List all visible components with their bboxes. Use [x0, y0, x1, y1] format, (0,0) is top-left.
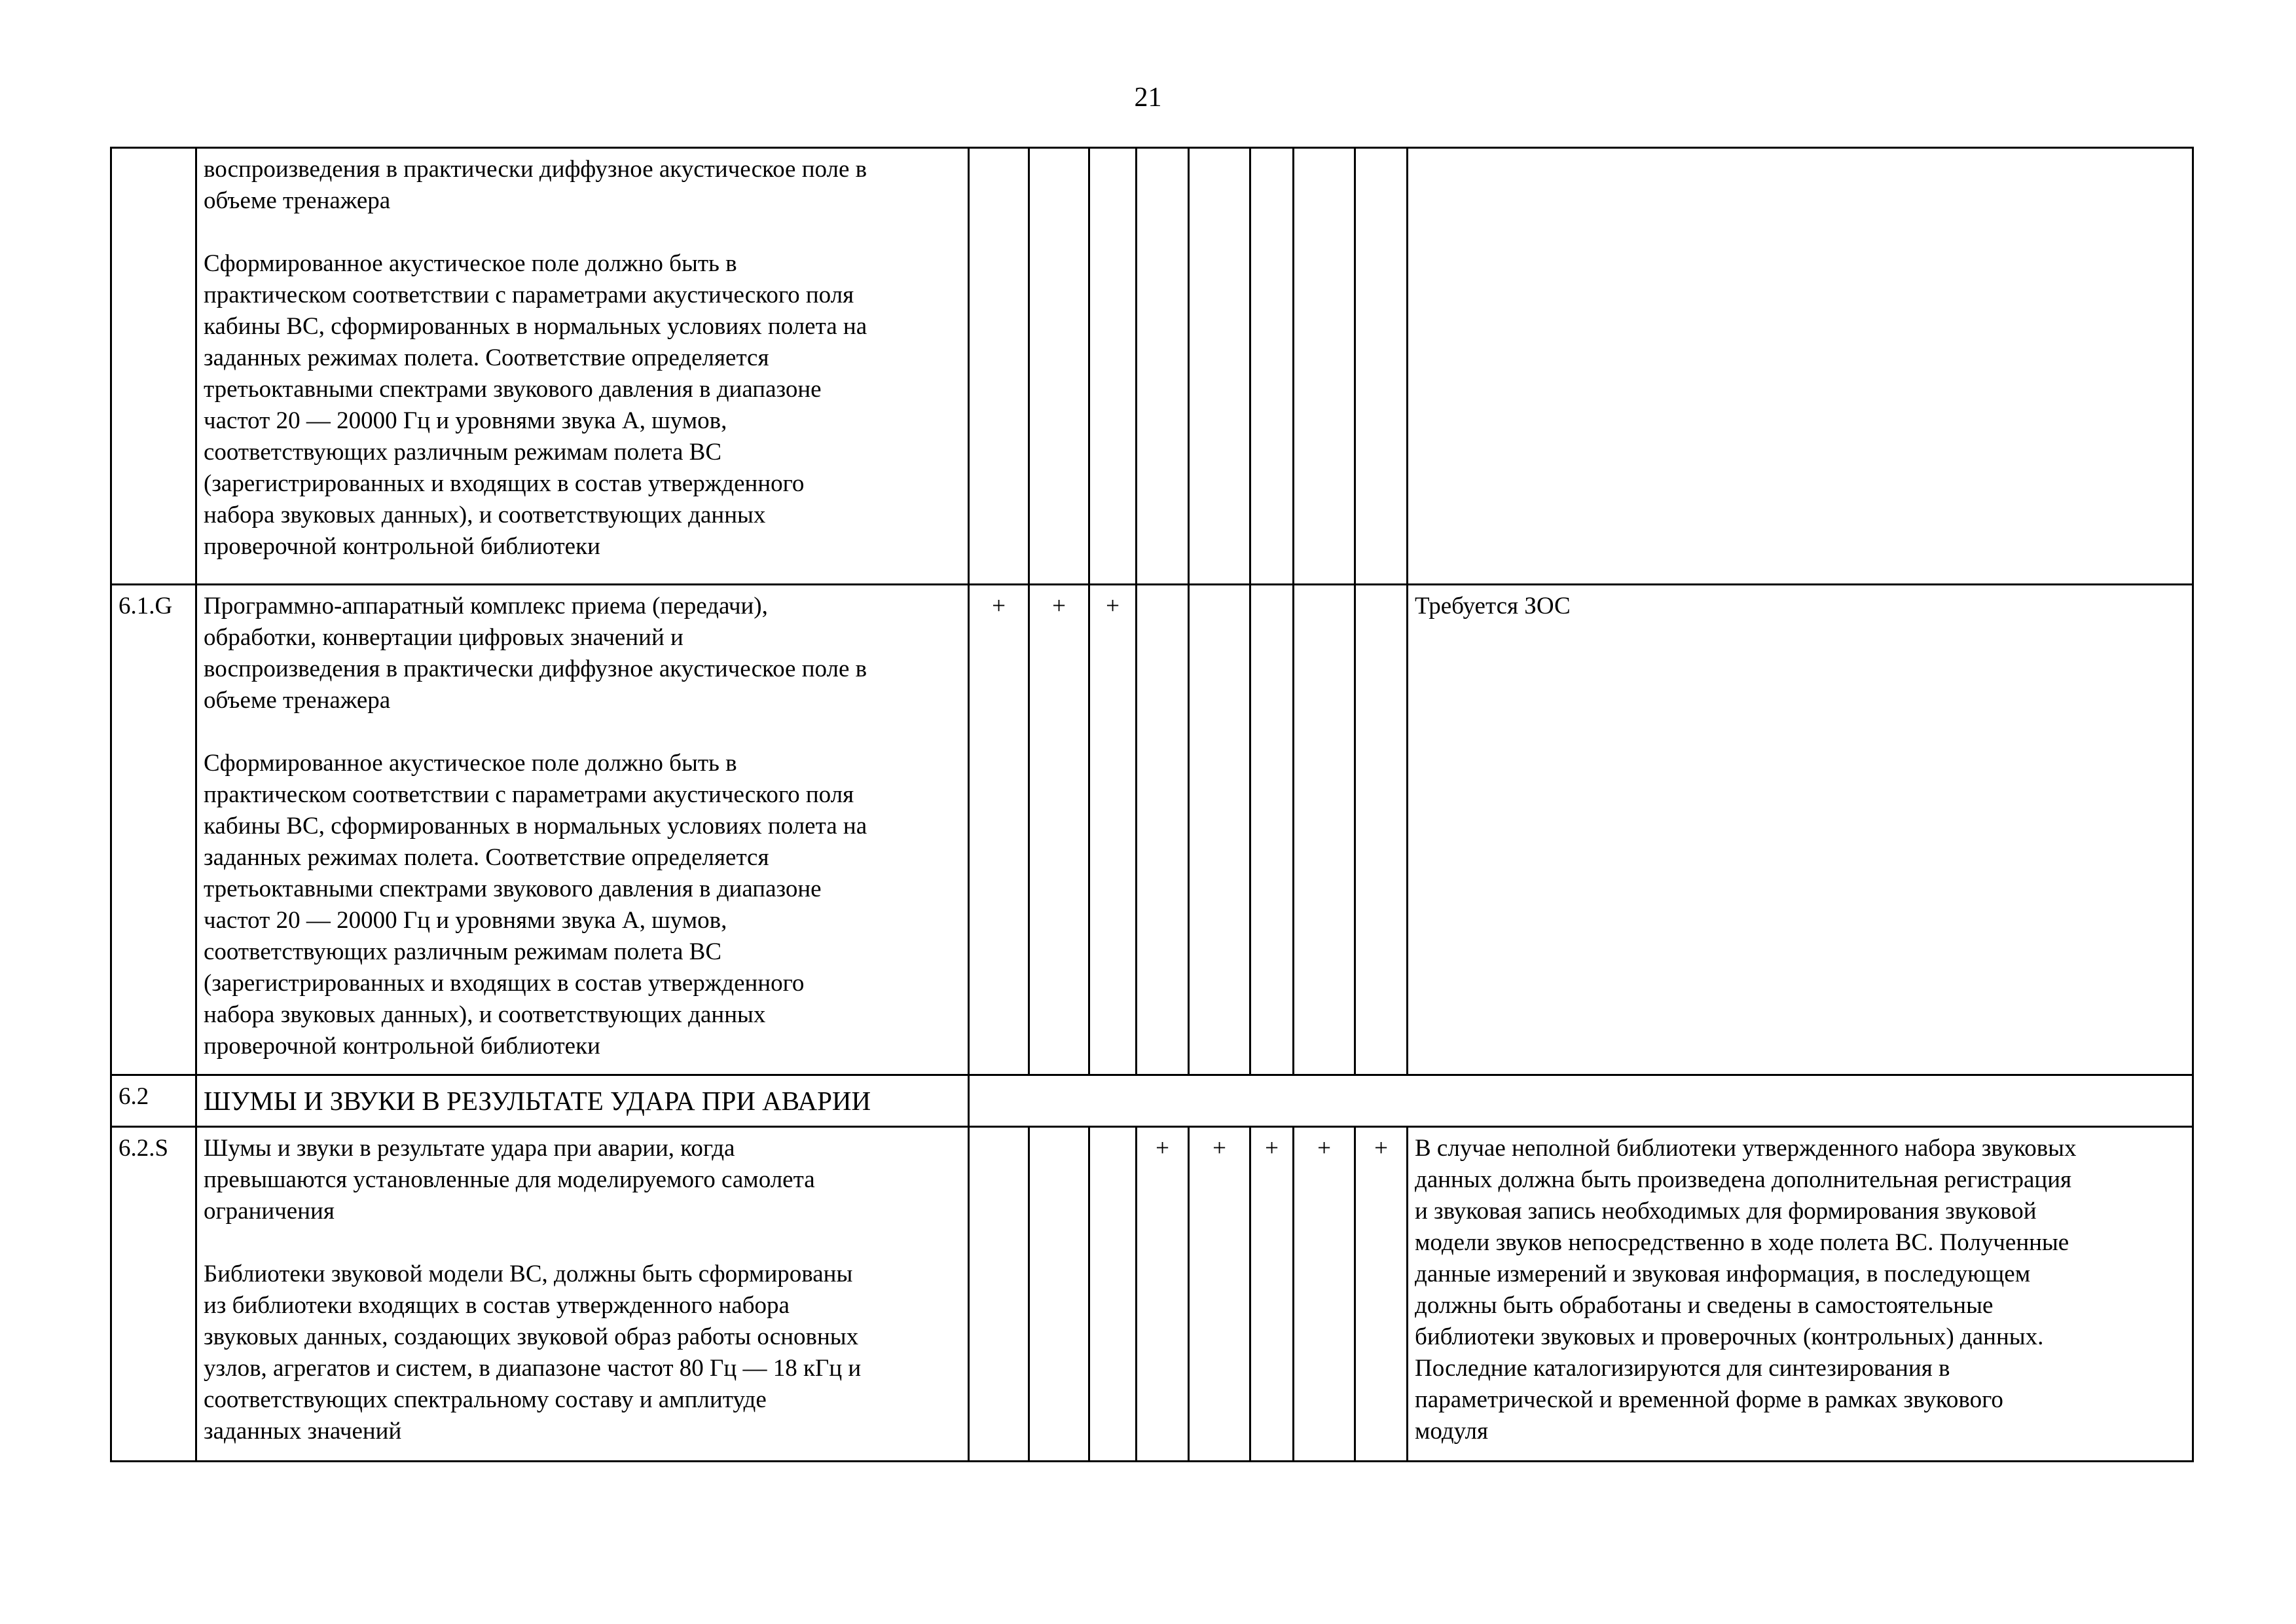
level-mark	[969, 1127, 1029, 1462]
description-paragraph: Сформированное акустическое поле должно быть в практическом соответствии с параметрами акустического поля кабины ВС, сформированных в нормальных условиях полета на заданных режимах полета. Соответствие определяется третьоктавными спектрами звукового давления в диапазоне частот 20 — 20000 Гц и уровнями звука А, шумов, соответствующих различным режимам полета ВС (зарегистрированных и входящих в состав утвержденного набора звуковых данных), и соответствующих данных проверочной контрольной библиотеки	[204, 250, 867, 560]
level-mark	[1029, 148, 1089, 585]
level-mark	[1250, 148, 1294, 585]
item-number: 6.1.G	[111, 585, 196, 1075]
level-mark	[1189, 148, 1250, 585]
level-mark	[1250, 585, 1294, 1075]
item-note	[1408, 148, 2193, 585]
table-row	[111, 1127, 2193, 1462]
level-mark	[1189, 585, 1250, 1075]
level-mark	[1355, 148, 1408, 585]
level-mark	[1355, 585, 1408, 1075]
requirements-table	[110, 147, 2194, 1462]
section-title: ШУМЫ И ЗВУКИ В РЕЗУЛЬТАТЕ УДАРА ПРИ АВАРИИ	[196, 1075, 969, 1127]
table-row	[111, 148, 2193, 585]
item-number: 6.2.S	[111, 1127, 196, 1462]
level-mark	[1029, 1127, 1089, 1462]
section-blank-cell	[969, 1075, 2193, 1127]
description-paragraph: Библиотеки звуковой модели ВС, должны быть сформированы из библиотеки входящих в состав утвержденного набора звуковых данных, создающих звуковой образ работы основных узлов, агрегатов и систем, в диапазоне частот 80 Гц — 18 кГц и соответствующих спектральному составу и амплитуде заданных значений	[204, 1261, 862, 1445]
level-mark	[1137, 585, 1189, 1075]
level-mark: +	[1029, 585, 1089, 1075]
level-mark	[1294, 148, 1355, 585]
item-note: В случае неполной библиотеки утвержденного набора звуковых данных должна быть произведена дополнительная регистрация и звуковая запись необходимых для формирования звуковой модели звуков непосредственно в ходе полета ВС. Полученные данные измерений и звуковая информация, в последующем должны быть обработаны и сведены в самостоятельные библиотеки звуковых и проверочных (контрольных) данных. Последние каталогизируются для синтезирования в параметрической и временной форме в рамках звукового модуля	[1408, 1127, 2193, 1462]
item-description	[196, 148, 969, 585]
level-mark: +	[1294, 1127, 1355, 1462]
level-mark	[1089, 148, 1137, 585]
level-mark	[1137, 148, 1189, 585]
table-row	[111, 585, 2193, 1075]
level-mark: +	[1355, 1127, 1408, 1462]
description-paragraph: Программно-аппаратный комплекс приема (передачи), обработки, конвертации цифровых значений и воспроизведения в практически диффузное акустическое поле в объеме тренажера	[204, 593, 867, 714]
level-mark: +	[1189, 1127, 1250, 1462]
level-mark: +	[1137, 1127, 1189, 1462]
description-paragraph: воспроизведения в практически диффузное акустическое поле в объеме тренажера	[204, 156, 867, 214]
level-mark	[1089, 1127, 1137, 1462]
level-mark: +	[969, 585, 1029, 1075]
section-row	[111, 1075, 2193, 1127]
page-number: 21	[1134, 83, 1162, 113]
item-description	[196, 585, 969, 1075]
level-mark: +	[1250, 1127, 1294, 1462]
level-mark: +	[1089, 585, 1137, 1075]
item-description	[196, 1127, 969, 1462]
level-mark	[969, 148, 1029, 585]
section-number: 6.2	[111, 1075, 196, 1127]
description-paragraph: Шумы и звуки в результате удара при аварии, когда превышаются установленные для моделируемого самолета ограничения	[204, 1135, 815, 1225]
level-mark	[1294, 585, 1355, 1075]
item-number	[111, 148, 196, 585]
description-paragraph: Сформированное акустическое поле должно быть в практическом соответствии с параметрами акустического поля кабины ВС, сформированных в нормальных условиях полета на заданных режимах полета. Соответствие определяется третьоктавными спектрами звукового давления в диапазоне частот 20 — 20000 Гц и уровнями звука А, шумов, соответствующих различным режимам полета ВС (зарегистрированных и входящих в состав утвержденного набора звуковых данных), и соответствующих данных проверочной контрольной библиотеки	[204, 750, 867, 1060]
item-note: Требуется ЗОС	[1408, 585, 2193, 1075]
